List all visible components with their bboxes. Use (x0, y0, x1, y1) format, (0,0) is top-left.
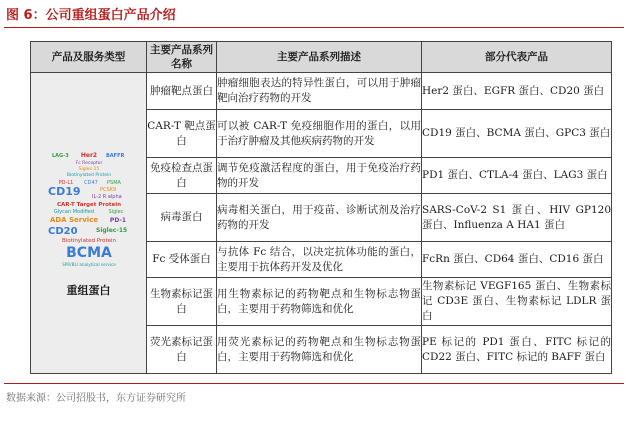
series-description-cell: 可以被 CAR-T 免疫细胞作用的蛋白，以用于治疗肿瘤及其他疾病药物的开发 (217, 110, 422, 158)
representative-products-cell: SARS-CoV-2 S1 蛋白、HIV GP120 蛋白、Influenza A HA1 蛋白 (422, 194, 612, 242)
wordcloud-word: ADA Service (49, 216, 98, 224)
wordcloud-word: CAR-T Target Protein (56, 202, 121, 208)
wordcloud-word: CD19 (47, 185, 81, 198)
representative-products-cell: PD1 蛋白、CTLA-4 蛋白、LAG3 蛋白 (422, 158, 612, 194)
source-note: 数据来源：公司招股书，东方证券研究所 (6, 393, 186, 404)
category-label: 重组蛋白 (66, 284, 111, 297)
wordcloud-word: LAG-3 (51, 153, 69, 159)
representative-products-cell: PE 标记的 PD1 蛋白、FITC 标记的 CD22 蛋白、FITC 标记的 BAFF 蛋白 (422, 326, 612, 374)
representative-products-cell: FcRn 蛋白、CD64 蛋白、CD16 蛋白 (422, 242, 612, 278)
table-row (31, 73, 612, 110)
header-category: 产品及服务类型 (31, 42, 147, 73)
wordcloud-word: BCMA (65, 245, 112, 261)
series-name-cell: Fc 受体蛋白 (147, 242, 217, 278)
series-description-cell: 用生物素标记的药物靶点和生物标志物蛋白，主要用于药物筛选和优化 (217, 278, 422, 326)
wordcloud-word: IL-2 R alpha (91, 194, 122, 200)
series-description-cell: 病毒相关蛋白，用于疫苗、诊断试剂及治疗药物的开发 (217, 194, 422, 242)
protein-wordcloud-image (44, 148, 134, 276)
header-description: 主要产品系列描述 (217, 42, 422, 73)
wordcloud-word: CD47 (83, 180, 98, 186)
table-header-row (31, 42, 612, 73)
wordcloud-word: Her2 (80, 152, 97, 159)
header-products: 部分代表产品 (422, 42, 612, 73)
wordcloud-word: Biotinylated Protein (66, 173, 111, 178)
representative-products-cell: CD19 蛋白、BCMA 蛋白、GPC3 蛋白 (422, 110, 612, 158)
wordcloud-word: PCSK9 (99, 187, 116, 193)
series-name-cell: 病毒蛋白 (147, 194, 217, 242)
series-name-cell: 荧光素标记蛋白 (147, 326, 217, 374)
header-series-name: 主要产品系列名称 (147, 42, 217, 73)
wordcloud-word: PSMA (106, 180, 121, 186)
product-table (30, 41, 612, 374)
category-cell (31, 73, 147, 374)
series-description-cell: 肿瘤细胞表达的特异性蛋白，可以用于肿瘤靶向治疗药物的开发 (217, 73, 422, 110)
figure-title: 图 6：公司重组蛋白产品介绍 (6, 8, 176, 23)
wordcloud-word: PD-L1 (58, 180, 73, 186)
series-description-cell: 与抗体 Fc 结合，以决定抗体功能的蛋白，主要用于抗体药开发及优化 (217, 242, 422, 278)
series-name-cell: CAR-T 靶点蛋白 (147, 110, 217, 158)
wordcloud-word: Fc Receptor (75, 161, 102, 166)
wordcloud-word: BAFFR (105, 153, 124, 159)
wordcloud-word: Biotinylated Protein (61, 238, 116, 244)
wordcloud-word: PD-1 (109, 217, 126, 224)
wordcloud-word: Siglec-15 (95, 227, 127, 234)
representative-products-cell: 生物素标记 VEGF165 蛋白、生物素标记 CD3E 蛋白、生物素标记 LDLR 蛋白 (422, 278, 612, 326)
series-name-cell: 生物素标记蛋白 (147, 278, 217, 326)
series-name-cell: 免疫检查点蛋白 (147, 158, 217, 194)
wordcloud-word: SPR/BLI analytical service (61, 262, 116, 267)
representative-products-cell: Her2 蛋白、EGFR 蛋白、CD20 蛋白 (422, 73, 612, 110)
series-description-cell: 用荧光素标记的药物靶点和生物标志物蛋白，主要用于药物筛选和优化 (217, 326, 422, 374)
wordcloud-word: CD20 (47, 226, 78, 237)
series-name-cell: 肿瘤靶点蛋白 (147, 73, 217, 110)
wordcloud-word: Glycan Modified (53, 209, 94, 215)
footer-divider (4, 383, 624, 384)
series-description-cell: 调节免疫激活程度的蛋白，用于免疫治疗药物的开发 (217, 158, 422, 194)
wordcloud-word: Siglec (108, 209, 123, 215)
title-divider (4, 27, 624, 28)
wordcloud-word: Siglec-15 (78, 167, 99, 172)
